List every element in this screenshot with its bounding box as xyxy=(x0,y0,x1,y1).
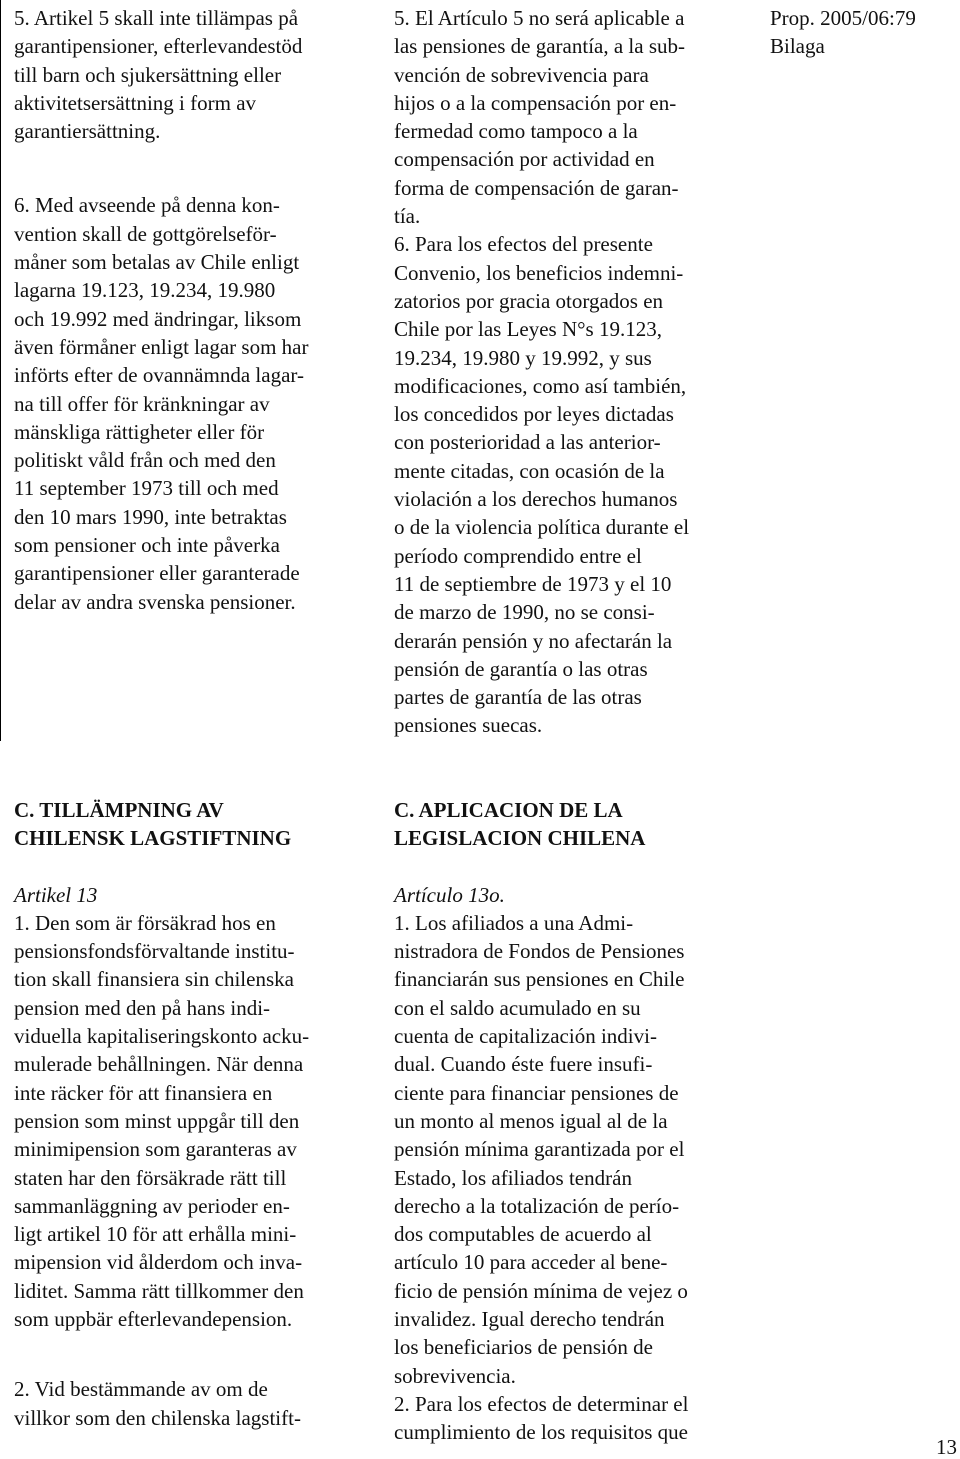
spanish-article-label: Artículo 13o. xyxy=(394,882,505,907)
spanish-article13-paragraph-2: 2. Para los efectos de determinar el cumplimiento de los requisitos que xyxy=(394,1391,689,1445)
swedish-section-heading: C. TILLÄMPNING AV CHILENSK LAGSTIFTNING xyxy=(14,798,292,851)
spanish-column-upper xyxy=(394,4,740,740)
side-label xyxy=(770,4,960,61)
swedish-column-lower xyxy=(14,796,362,1432)
swedish-article13-paragraph-1: 1. Den som är försäkrad hos en pensionsfondsförvaltande institu- tion skall finansiera sin chilenska pension med den på hans indi- viduella kapitaliseringskonto acku- mulerade behållningen. När denna inte räcker för att finansiera en pension som minst uppgår till den minimipension som garanteras av staten har den försäkrade rätt till sammanläggning av perioder en- ligt artikel 10 för att erhålla mini- mipension vid ålderdom och inva- liditet. Samma rätt tillkommer den som uppbär efterlevandepension. xyxy=(14,910,310,1332)
swedish-column-upper xyxy=(14,4,362,616)
spanish-paragraph-5: 5. El Artículo 5 no será aplicable a las pensiones de garantía, a la sub- vención de sobrevivencia para hijos o a la compensación por en- fermedad como tampoco a la compensación por actividad en forma de compensación de garan- tía. xyxy=(394,6,685,229)
swedish-article13-paragraph-2: 2. Vid bestämmande av om de villkor som den chilenska lagstift- xyxy=(14,1377,301,1430)
spanish-article13-paragraph-1: 1. Los afiliados a una Admi- nistradora de Fondos de Pensiones financiarán sus pensiones en Chile con el saldo acumulado en su cuenta de capitalización indivi- dual. Cuando éste fuere insufi- ciente para financiar pensiones de un monto al menos igual al de la pensión mínima garantizada por el Estado, los afiliados tendrán derecho a la totalización de perío- dos computables de acuerdo al artículo 10 para acceder al bene- ficio de pensión mínima de vejez o invalidez. Igual derecho tendrán los beneficiarios de pensión de sobrevivencia. xyxy=(394,910,688,1388)
spanish-section-heading: C. APLICACION DE LA LEGISLACION CHILENA xyxy=(394,798,646,851)
appendix-label: Bilaga xyxy=(770,34,825,59)
proposition-reference: Prop. 2005/06:79 xyxy=(770,6,916,30)
swedish-paragraph-6: 6. Med avseende på denna kon- vention skall de gottgörelseför- måner som betalas av Chile enligt lagarna 19.123, 19.234, 19.980 och 19.992 med ändringar, liksom även förmåner enligt lagar som har införts efter de ovannämnda lagar- na till offer för kränkningar av mänskliga rättigheter eller för politiskt våld från och med den 11 september 1973 till och med den 10 mars 1990, inte betraktas som pensioner och inte påverka garantipensioner eller garanterade delar av andra svenska pensioner. xyxy=(14,193,309,614)
margin-rule xyxy=(0,0,1,741)
swedish-paragraph-5: 5. Artikel 5 skall inte tillämpas på garantipensioner, efterlevandestöd till barn och sjukersättning eller aktivitetsersättning i form av garantiersättning. xyxy=(14,6,303,144)
spanish-column-lower xyxy=(394,796,740,1447)
page-number: 13 xyxy=(936,1435,957,1459)
swedish-article-label: Artikel 13 xyxy=(14,882,98,907)
spanish-paragraph-6: 6. Para los efectos del presente Convenio, los beneficios indemni- zatorios por gracia otorgados en Chile por las Leyes N°s 19.123, 19.234, 19.980 y 19.992, y sus modificaciones, como así también, los concedidos por leyes dictadas con posterioridad a las anterior- mente citadas, con ocasión de la violación a los derechos humanos o de la violencia política durante el período comprendido entre el 11 de septiembre de 1973 y el 10 de marzo de 1990, no se consi- derarán pensión y no afectarán la pensión de garantía o las otras partes de garantía de las otras pensiones suecas. xyxy=(394,232,690,738)
